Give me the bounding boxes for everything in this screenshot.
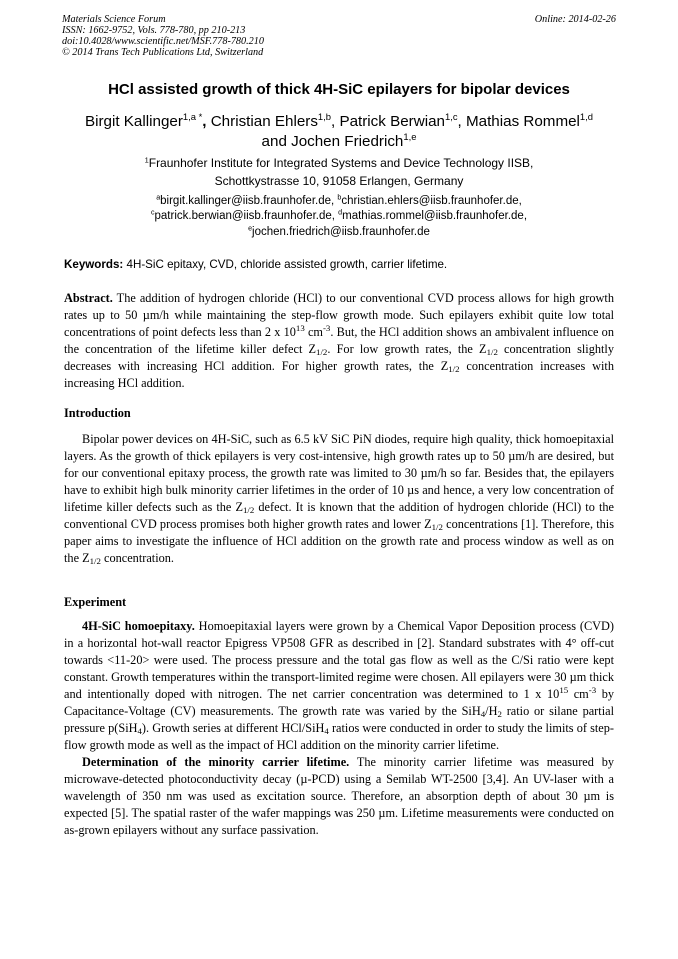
email-address: jochen.friedrich@iisb.fraunhofer.de — [252, 225, 430, 238]
superscript: 13 — [295, 323, 305, 334]
paragraph-text: The minority carrier lifetime was measured by microwave-detected photoconductivity decay (µ-PCD) using a Semilab WT-2500 [3,4]. An UV-laser with a wavelength of 350 nm was used as excitation source. Therefore, an absorption depth of about 30 µm is expected [5]. The spatial raster of the wafer mappings was 250 µm. Lifetime measurements were conducted on as-grown epilayers without any surface passivation. — [64, 755, 615, 837]
abstract-text: . For low growth rates, the Z — [327, 342, 487, 356]
subscript: 4 — [137, 726, 142, 737]
paragraph-label: Determination of the minority carrier lifetime. — [82, 755, 350, 769]
author-line-1 — [40, 112, 638, 132]
affiliation-line: Schottkystrasse 10, 91058 Erlangen, Germany — [214, 173, 464, 188]
author-list — [40, 112, 638, 152]
email-mark: c — [150, 209, 155, 217]
email-address: patrick.berwian@iisb.fraunhofer.de, — [154, 210, 339, 223]
paragraph-text: by Capacitance-Voltage (CV) measurements. The growth rate was varied by the SiH — [64, 687, 614, 718]
author-name: Mathias Rommel — [465, 113, 580, 130]
doi-line: doi:10.4028/www.scientific.net/MSF.778-780.210 — [62, 36, 264, 47]
subscript: 1/2 — [448, 364, 460, 375]
paragraph-text: ). Growth series at different HCl/SiH — [141, 721, 325, 735]
superscript: -3 — [322, 323, 331, 334]
paragraph-text: ratio or silane partial pressure p(SiH — [64, 704, 614, 735]
email-address: christian.ehlers@iisb.fraunhofer.de, — [341, 195, 522, 207]
affiliation-mark: 1 — [144, 155, 149, 165]
paragraph-text: cm — [568, 687, 589, 701]
subscript: 1/2 — [431, 522, 443, 533]
email-mark: b — [337, 193, 342, 202]
abstract-label: Abstract. — [64, 291, 113, 305]
lifetime-paragraph — [64, 754, 614, 839]
author-separator: , — [457, 113, 466, 130]
author-name: Birgit Kallinger — [84, 113, 183, 130]
introduction-body — [64, 431, 614, 567]
paragraph-text: concentrations [1]. Therefore, this paper aims to investigate the influence of HCl addition on the growth rate and process window as well as on the Z — [64, 517, 615, 565]
paragraph-text: Homoepitaxial layers were grown by a Chemical Vapor Deposition process (CVD) in a horizontal hot-wall reactor Epigress VP508 GFR as described in [2]. Standard substrates with 4° off-cut towards <11-20> were used. The process pressure and the total gas flow as well as the C/Si ratio were kept constant. Growth temperatures within the transport-limited regime were chosen. All epilayers were 30 µm thick and intentionally doped with nitrogen. The net carrier concentration was determined to 1 x 10 — [64, 619, 614, 701]
paragraph-text: ratios were conducted in order to study the limits of step-flow growth mode as well as the impact of HCl addition on the minority carrier lifetime. — [64, 721, 614, 752]
experiment-heading: Experiment — [64, 595, 127, 609]
author-affiliation-mark: 1,a * — [182, 111, 203, 123]
email-mark: a — [156, 193, 161, 202]
paragraph-text: /H — [485, 704, 498, 718]
superscript: -3 — [588, 685, 597, 696]
affiliation — [40, 155, 638, 190]
paragraph-text: concentration. — [100, 551, 174, 565]
keywords-text: 4H-SiC epitaxy, CVD, chloride assisted growth, carrier lifetime. — [123, 258, 448, 271]
author-separator: , — [202, 113, 211, 130]
author-name: Christian Ehlers — [210, 113, 318, 130]
subscript: 1/2 — [316, 347, 328, 358]
email-address: birgit.kallinger@iisb.fraunhofer.de, — [160, 195, 338, 207]
paper-title: HCl assisted growth of thick 4H-SiC epilayers for bipolar devices — [108, 81, 570, 98]
homoepitaxy-paragraph — [64, 618, 614, 754]
keywords-label: Keywords: — [64, 258, 124, 271]
author-line-2 — [40, 132, 638, 152]
author-affiliation-mark: 1,c — [444, 111, 458, 123]
subscript: 1/2 — [486, 347, 498, 358]
paragraph-text: defect. It is known that the addition of hydrogen chloride (HCl) to the conventional CVD process promises both higher growth rates and lower Z — [64, 500, 615, 531]
author-affiliation-mark: 1,d — [579, 111, 593, 123]
author-affiliation-mark: 1,e — [403, 131, 417, 143]
author-name: Patrick Berwian — [339, 113, 445, 130]
email-address: mathias.rommel@iisb.fraunhofer.de, — [342, 210, 528, 223]
author-name: and Jochen Friedrich — [261, 133, 404, 150]
abstract — [64, 290, 614, 392]
paragraph-label: 4H-SiC homoepitaxy. — [82, 619, 195, 633]
subscript: 1/2 — [89, 556, 101, 567]
abstract-text: concentration increases with increasing HCl addition. — [64, 359, 614, 390]
email-mark: d — [338, 209, 343, 217]
abstract-text: concentration slightly decreases with increasing HCl addition. For higher growth rates, the Z — [64, 342, 615, 373]
paragraph-text: Bipolar power devices on 4H-SiC, such as 6.5 kV SiC PiN diodes, require high quality, thick homoepitaxial layers. As the growth of thick epilayers is very cost-intensive, high growth rates up to 50 µm/h are desired, but for our conventional epitaxy process, the growth rate was limited to 30 µm/h so far. Besides that, the epilayers have to exhibit high bulk minority carrier lifetimes in the order of 10 µs and hence, a very low concentration of lifetime killer defects such as the Z — [64, 432, 614, 514]
affiliation-line: Fraunhofer Institute for Integrated Systems and Device Technology IISB, — [148, 156, 534, 170]
keywords — [64, 258, 620, 271]
subscript: 4 — [480, 709, 486, 720]
issn-line: ISSN: 1662-9752, Vols. 778-780, pp 210-213 — [62, 25, 246, 36]
abstract-text: . But, the HCl addition shows an ambivalent influence on the concentration of the lifetime killer defect Z — [64, 325, 614, 356]
email-list — [40, 194, 638, 240]
author-affiliation-mark: 1,b — [317, 111, 331, 123]
abstract-text: The addition of hydrogen chloride (HCl) to our conventional CVD process allows for high growth rates up to 50 µm/h while maintaining the step-flow growth mode. Such epilayers exhibit quite low total concentrations of point defects less than 2 x 10 — [64, 291, 614, 339]
author-separator: , — [331, 113, 340, 130]
email-mark: e — [248, 224, 253, 233]
experiment-body — [64, 618, 614, 839]
online-date: Online: 2014-02-26 — [534, 14, 616, 25]
superscript: 15 — [559, 685, 569, 696]
abstract-text: cm — [304, 325, 323, 339]
journal-header — [62, 14, 616, 58]
subscript: 4 — [324, 726, 329, 737]
copyright-line: © 2014 Trans Tech Publications Ltd, Switzerland — [62, 47, 264, 58]
subscript: 2 — [497, 709, 502, 720]
journal-name: Materials Science Forum — [62, 14, 166, 25]
subscript: 1/2 — [242, 505, 255, 516]
introduction-heading: Introduction — [64, 406, 131, 420]
